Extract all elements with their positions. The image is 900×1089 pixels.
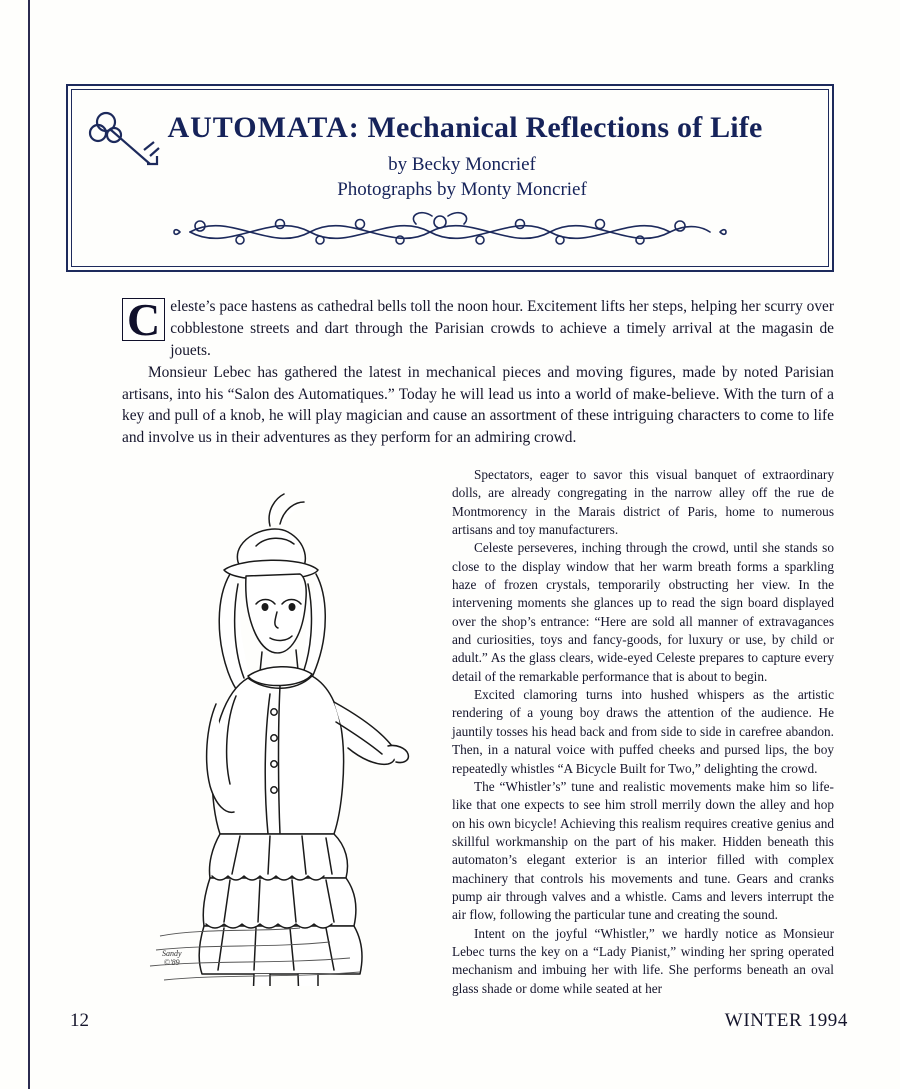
artist-signature-year: ©'89 <box>163 958 180 968</box>
article-right-column <box>452 466 834 998</box>
page-edge-rule <box>28 0 30 1089</box>
column-paragraph-1: Spectators, eager to savor this visual banquet of extraordinary dolls, are already congregating in the narrow alley off the rue de Montmorency in the Marais district of Paris, home to numerous artisans and toy manufacturers. <box>452 467 834 538</box>
masthead-inner-border <box>71 89 829 267</box>
column-paragraph-5: Intent on the joyful “Whistler,” we hardly notice as Monsieur Lebec turns the key on a “Lady Pianist,” winding her spring operated mechanism and imbuing her with life. She performs beneath an oval glass shade or dome while seated at her <box>452 925 834 996</box>
byline-photographer: Photographs by Monty Moncrief <box>337 179 587 200</box>
issue-label: WINTER 1994 <box>724 1010 848 1031</box>
masthead <box>66 84 834 272</box>
artist-signature <box>162 950 182 968</box>
column-paragraph-2: Celeste perseveres, inching through the crowd, until she stands so close to the display window that her warm breath forms a sparkling haze of frozen crystals, temporarily obstructing her view. In the intervening moments she glances up to read the sign board displayed over the shop’s entrance: “Here are sold all manner of extravagances and curiosities, toys and fancy-goods, for luxury or use, by child or adult.” As the glass clears, wide-eyed Celeste prepares to capture every detail of the remarkable performance that is about to begin. <box>452 540 834 684</box>
victorian-doll-illustration <box>120 466 430 986</box>
drop-cap: C <box>122 298 165 341</box>
title-caps: AUTOMATA: <box>167 111 360 144</box>
lead-paragraph-1-text: eleste’s pace hastens as cathedral bells toll the noon hour. Excitement lifts her steps, helping her scurry over cobblestone streets and dart through the Parisian crowds to achieve a timely arrival at the magasin de jouets. <box>170 298 834 359</box>
lead-paragraph-2: Monsieur Lebec has gathered the latest in mechanical pieces and moving figures, made by noted Parisian artisans, into his “Salon des Automatiques.” Today he will lead us into a world of make-believe. With the turn of a key and pull of a knob, he will play magician and cause an assortment of these intriguing characters to come to life and involve us in their adventures as they perform for an admiring crowd. <box>122 363 834 447</box>
lead-text-block <box>122 296 834 449</box>
column-paragraph-4: The “Whistler’s” tune and realistic movements make him so life-like that one expects to see him stroll merrily down the alley and hop on his own bicycle! Achieving this realism requires creative genius and skillful workmanship on the part of his maker. Hidden beneath this automaton’s elegant exterior is an interior filled with complex machinery that controls his movements and tune. Gears and cranks pump air through valves and a whistle. Cams and levers interrupt the air flow, following the particular tune and creating the sound. <box>452 778 834 923</box>
column-paragraph-3: Excited clamoring turns into hushed whispers as the artistic rendering of a young boy draws the attention of the audience. He jauntily tosses his head back and from side to side in carefree abandon. Then, in a natural voice with puffed cheeks and pursed lips, the boy repeatedly whistles “A Bicycle Built for Two,” delighting the crowd. <box>452 687 834 776</box>
artist-signature-name: Sandy <box>162 949 182 959</box>
title-rest: Mechanical Reflections of Life <box>359 111 763 144</box>
lead-paragraph-1 <box>122 296 834 362</box>
ornate-key-icon <box>84 102 174 172</box>
page-title <box>72 111 828 145</box>
floral-scroll-ornament-icon <box>170 206 730 258</box>
byline-author: by Becky Moncrief <box>388 154 536 175</box>
page-number: 12 <box>70 1010 89 1031</box>
